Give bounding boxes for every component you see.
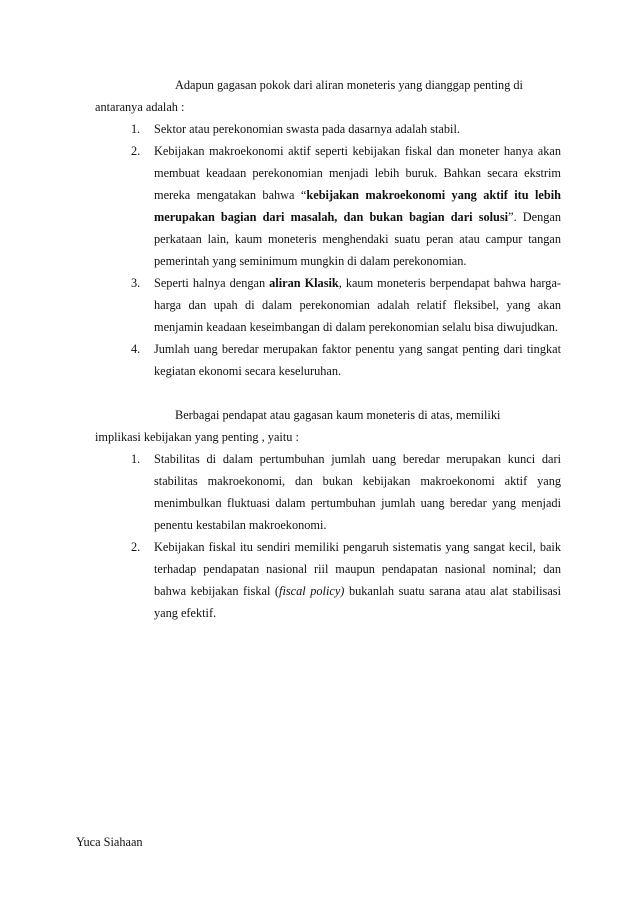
item-number: 3. — [131, 276, 141, 290]
item-number: 1. — [131, 122, 141, 136]
item-text: , kaum moneteris berpendapat bahwa harga-harga dan upah di dalam perekonomian adalah relatif fleksibel, yang akan menjamin keadaan keseimbangan di dalam perekonomian selalu bisa diwujudkan. — [154, 276, 562, 334]
item-text: bukanlah suatu sarana atau alat stabilisasi yang efektif. — [154, 584, 561, 620]
item-text: Kebijakan fiskal itu sendiri memiliki pengaruh sistematis yang sangat kecil, baik terhadap pendapatan nasional riil maupun pendapatan nasional nominal; dan bahwa kebijakan fiskal ( — [154, 540, 561, 598]
footer-author: Yuca Siahaan — [76, 835, 143, 849]
item-text: Kebijakan makroekonomi aktif seperti kebijakan fiskal dan moneter hanya akan membuat keadaan perekonomian menjadi lebih buruk. Bahkan secara ekstrim mereka mengatakan bahwa “ — [154, 144, 561, 202]
item-italic-term: fiscal policy) — [279, 584, 345, 598]
policy-implications-list — [116, 448, 561, 624]
item-number: 2. — [131, 144, 141, 158]
item-text: Sektor atau perekonomian swasta pada dasarnya adalah stabil. — [154, 122, 460, 136]
section2-intro-line2: implikasi kebijakan yang penting , yaitu : — [95, 430, 299, 444]
item-text: Jumlah uang beredar merupakan faktor penentu yang sangat penting dari tingkat kegiatan ekonomi secara keseluruhan. — [154, 342, 561, 378]
item-number: 1. — [131, 452, 141, 466]
section1-intro-line2: antaranya adalah : — [95, 100, 185, 114]
list-item — [116, 536, 561, 624]
section1-intro-line1: Adapun gagasan pokok dari aliran moneteris yang dianggap penting di — [175, 78, 523, 92]
item-bold-term: aliran Klasik — [269, 276, 339, 290]
item-text: ”. Dengan perkataan lain, kaum moneteris menghendaki suatu peran atau campur tangan pemerintah yang seminimum mungkin di dalam perekonomian. — [154, 210, 562, 268]
list-item — [116, 448, 561, 536]
list-item — [116, 140, 561, 272]
list-item — [116, 338, 561, 382]
item-number: 4. — [131, 342, 141, 356]
item-text: Seperti halnya dengan — [154, 276, 270, 290]
section2-intro-line1: Berbagai pendapat atau gagasan kaum moneteris di atas, memiliki — [175, 408, 501, 422]
section-spacer — [116, 382, 561, 404]
monetarist-ideas-list — [116, 118, 561, 382]
list-item — [116, 272, 561, 338]
item-bold-quote: kebijakan makroekonomi yang aktif itu lebih merupakan bagian dari masalah, dan bukan bagian dari solusi — [154, 188, 561, 224]
list-item — [116, 118, 561, 140]
item-number: 2. — [131, 540, 141, 554]
body-text — [95, 74, 562, 624]
item-text: Stabilitas di dalam pertumbuhan jumlah uang beredar merupakan kunci dari stabilitas makroekonomi, dan bukan kebijakan makroekonomi aktif yang menimbulkan fluktuasi dalam pertumbuhan jumlah uang beredar yang menjadi penentu kestabilan makroekonomi. — [154, 452, 561, 532]
